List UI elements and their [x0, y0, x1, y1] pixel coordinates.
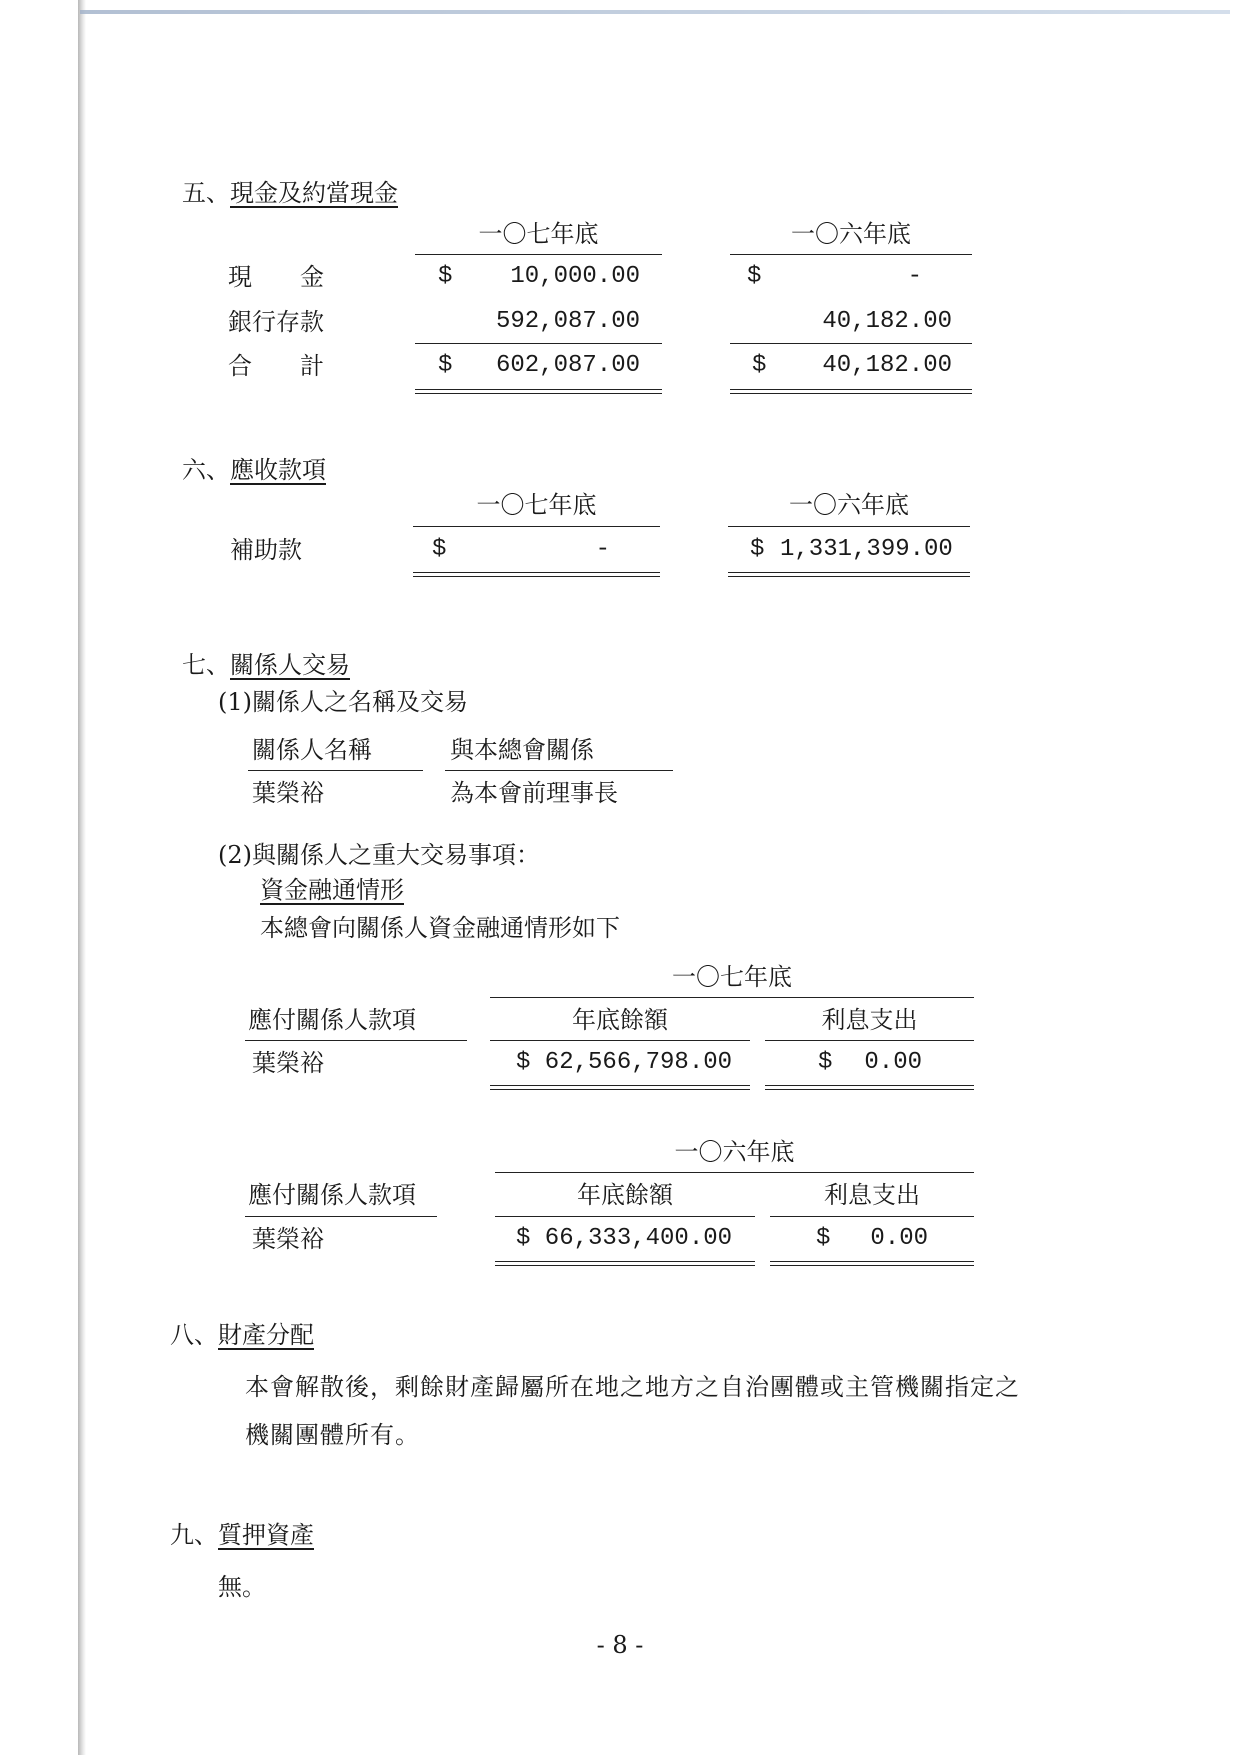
- financing-2017-year-rule: [495, 1172, 974, 1173]
- financing-2018-balance: $ 62,566,798.00: [516, 1049, 733, 1076]
- related-party-name-header: 關係人名稱: [252, 736, 372, 764]
- financing-2018-interest-header: 利息支出: [821, 1006, 918, 1034]
- sec6-col-2017-rule: [728, 526, 970, 527]
- sec6-total-double-rule: [728, 572, 970, 577]
- scan-top-edge: [80, 10, 1230, 14]
- section-7-title: 七、關係人交易: [182, 651, 350, 679]
- sec6-row-value-2018: -: [595, 536, 610, 563]
- sec5-subtotal-rule: [730, 343, 972, 344]
- financing-2017-balance-double-rule: [495, 1261, 755, 1266]
- financing-2018-year-rule: [490, 997, 974, 998]
- financing-2018-interest-currency: $: [818, 1049, 833, 1076]
- financing-2018-balance-header: 年底餘額: [572, 1006, 668, 1034]
- financing-2018-interest-double-rule: [765, 1085, 974, 1090]
- financing-2017-item-rule: [245, 1216, 437, 1217]
- financing-2018-interest: 0.00: [864, 1049, 922, 1076]
- sec5-row-value-2018: 592,087.00: [495, 308, 640, 335]
- sec5-subtotal-rule: [415, 343, 662, 344]
- section-8-title: 八、財產分配: [170, 1321, 314, 1349]
- related-party-relation: 為本會前理事長: [450, 779, 618, 807]
- sec5-col-2018: 一〇七年底: [478, 220, 599, 248]
- page-number: - 8 -: [596, 1631, 644, 1659]
- section-6-heading: [182, 455, 326, 485]
- sec5-col-2018-rule: [415, 254, 662, 255]
- section-9-heading: [170, 1520, 314, 1550]
- sec5-row-value-2017: -: [907, 263, 922, 290]
- related-party-relation-rule: [445, 770, 673, 771]
- financing-2018-interest-rule: [765, 1040, 974, 1041]
- sec6-col-2018-rule: [413, 526, 660, 527]
- financing-2017-interest-currency: $: [816, 1225, 831, 1252]
- financing-2017-balance-header: 年底餘額: [577, 1181, 673, 1209]
- financing-2017-name: 葉榮裕: [252, 1225, 324, 1253]
- sec6-row-value-2017: 1,331,399.00: [780, 536, 953, 563]
- financing-2017-item-header: 應付關係人款項: [248, 1181, 416, 1209]
- financing-2018-balance-double-rule: [490, 1085, 750, 1090]
- financing-2018-year: 一〇七年底: [672, 963, 792, 991]
- section-5-heading: [182, 178, 398, 208]
- sec5-row-currency: $: [747, 263, 762, 290]
- sec7-subsection-1: (1)關係人之名稱及交易: [218, 688, 468, 716]
- sec6-row-currency: $: [432, 536, 447, 563]
- financing-2018-item-rule: [245, 1040, 467, 1041]
- financing-2018-balance-rule: [490, 1040, 750, 1041]
- sec9-body: 無。: [218, 1573, 266, 1601]
- section-9-title: 九、質押資產: [170, 1521, 314, 1549]
- financing-2017-interest-double-rule: [770, 1261, 974, 1266]
- sec5-col-2017-rule: [730, 254, 972, 255]
- related-party-name-rule: [248, 770, 423, 771]
- financing-2017-interest-header: 利息支出: [824, 1181, 920, 1209]
- sec5-row-value-2017: 40,182.00: [822, 352, 952, 379]
- sec6-col-2018: 一〇七年底: [476, 491, 597, 519]
- sec5-row-currency: $: [752, 352, 767, 379]
- sec6-row-label: 補助款: [230, 536, 302, 564]
- sec8-body-line-1: 本會解散後，剩餘財產歸屬所在地之地方之自治團體或主管機關指定之: [245, 1373, 1020, 1401]
- financing-2017-interest: 0.00: [870, 1225, 928, 1252]
- financing-title: 資金融通情形: [260, 876, 404, 904]
- section-6-title: 六、應收款項: [182, 456, 326, 484]
- sec6-total-double-rule: [413, 572, 660, 577]
- sec5-total-double-rule: [415, 389, 662, 394]
- financing-2018-item-header: 應付關係人款項: [248, 1006, 416, 1034]
- sec5-row-label: 現 金: [228, 263, 324, 291]
- binding-edge: [78, 0, 86, 1755]
- sec5-total-double-rule: [730, 389, 972, 394]
- sec5-row-value-2018: 602,087.00: [495, 352, 640, 379]
- section-7-heading: [182, 650, 350, 680]
- sec5-row-currency: $: [438, 352, 453, 379]
- sec6-col-2017: 一〇六年底: [789, 491, 909, 519]
- sec5-row-value-2017: 40,182.00: [822, 308, 952, 335]
- related-party-name: 葉榮裕: [252, 779, 324, 807]
- sec7-subsection-2: (2)與關係人之重大交易事項：: [218, 841, 540, 869]
- financing-2017-year: 一〇六年底: [674, 1138, 795, 1166]
- section-5-title: 五、現金及約當現金: [182, 179, 398, 207]
- financing-2017-interest-rule: [770, 1216, 974, 1217]
- sec5-row-label: 銀行存款: [228, 308, 324, 336]
- sec8-body-line-2: 機關團體所有。: [245, 1421, 420, 1449]
- sec5-row-currency: $: [438, 263, 453, 290]
- financing-2018-name: 葉榮裕: [252, 1049, 324, 1077]
- sec5-row-label: 合 計: [228, 352, 324, 380]
- sec5-col-2017: 一〇六年底: [791, 220, 911, 248]
- related-party-relation-header: 與本總會關係: [450, 736, 594, 764]
- financing-2017-balance-rule: [495, 1216, 755, 1217]
- sec5-row-value-2018: 10,000.00: [510, 263, 640, 290]
- financing-2017-balance: $ 66,333,400.00: [516, 1225, 733, 1252]
- financing-description: 本總會向關係人資金融通情形如下: [260, 914, 620, 942]
- sec6-row-currency: $: [750, 536, 765, 563]
- section-8-heading: [170, 1320, 314, 1350]
